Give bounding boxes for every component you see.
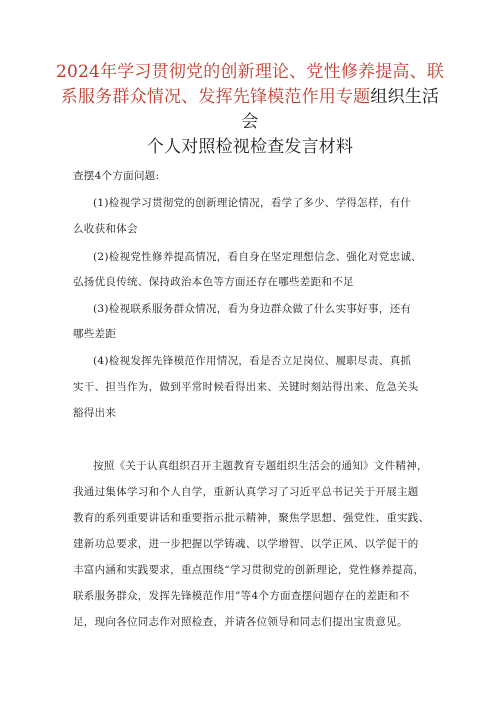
document-title: [55, 60, 445, 160]
body-paragraph-line-6: 联系服务群众，发挥先锋模范作用”等4个方面查摆问题存在的差距和不: [73, 590, 410, 602]
item-3-line-1: (3)检视联系服务群众情况，看为身边群众做了什么实事好事，还有: [93, 303, 412, 315]
body-paragraph-line-7: 足，现向各位同志作对照检查，并请各位领导和同志们提出宝贵意见。: [73, 616, 408, 628]
item-4-line-2: 实干、担当作为，做到平常时候看得出来、关键时刻站得出来、危急关头: [73, 381, 419, 393]
item-1-line-2: 么收获和体会: [73, 223, 138, 235]
title-line-1: [55, 60, 445, 85]
item-4-line-1: (4)检视发挥先锋模范作用情况，看是否立足岗位、履职尽责、真抓: [93, 355, 412, 367]
body-paragraph-line-5: 丰富内涵和实践要求，重点围绕“学习贯彻党的创新理论，党性修养提高，: [73, 564, 425, 576]
title-line-1-text: 2024年学习贯彻党的创新理论、党性修养提高、联: [55, 62, 445, 82]
item-2-line-2: 弘扬优良传统、保持政治本色等方面还存在哪些差距和不足: [73, 276, 354, 288]
title-line-2-black-text: 组织生活会: [241, 87, 440, 132]
title-line-2-red-text: 系服务群众情况、发挥先锋模范作用专题: [60, 87, 371, 107]
item-4-line-3: 豁得出来: [73, 407, 117, 419]
title-line-3: 个人对照检视检查发言材料: [146, 137, 354, 157]
item-1-line-1: (1)检视学习贯彻党的创新理论情况，看学了多少、学得怎样，有什: [93, 197, 412, 209]
title-line-2: [55, 85, 445, 135]
intro-text: 查摆4个方面问题:: [73, 170, 160, 182]
body-paragraph-line-3: 教育的系列重要讲话和重要指示批示精神，聚焦学思想、强党性、重实践、: [73, 512, 430, 524]
body-paragraph-line-4: 建新功总要求，进一步把握以学铸魂、以学增智、以学正风、以学促干的: [73, 538, 419, 550]
item-2-line-1: (2)检视党性修养提高情况，看自身在坚定理想信念、强化对党忠诚、: [93, 251, 422, 263]
body-paragraph-line-2: 我通过集体学习和个人自学，重新认真学习了习近平总书记关于开展主题: [73, 486, 419, 498]
item-3-line-2: 哪些差距: [73, 328, 117, 340]
body-paragraph-line-1: 按照《关于认真组织召开主题教育专题组织生活会的通知》文件精神，: [93, 460, 428, 472]
